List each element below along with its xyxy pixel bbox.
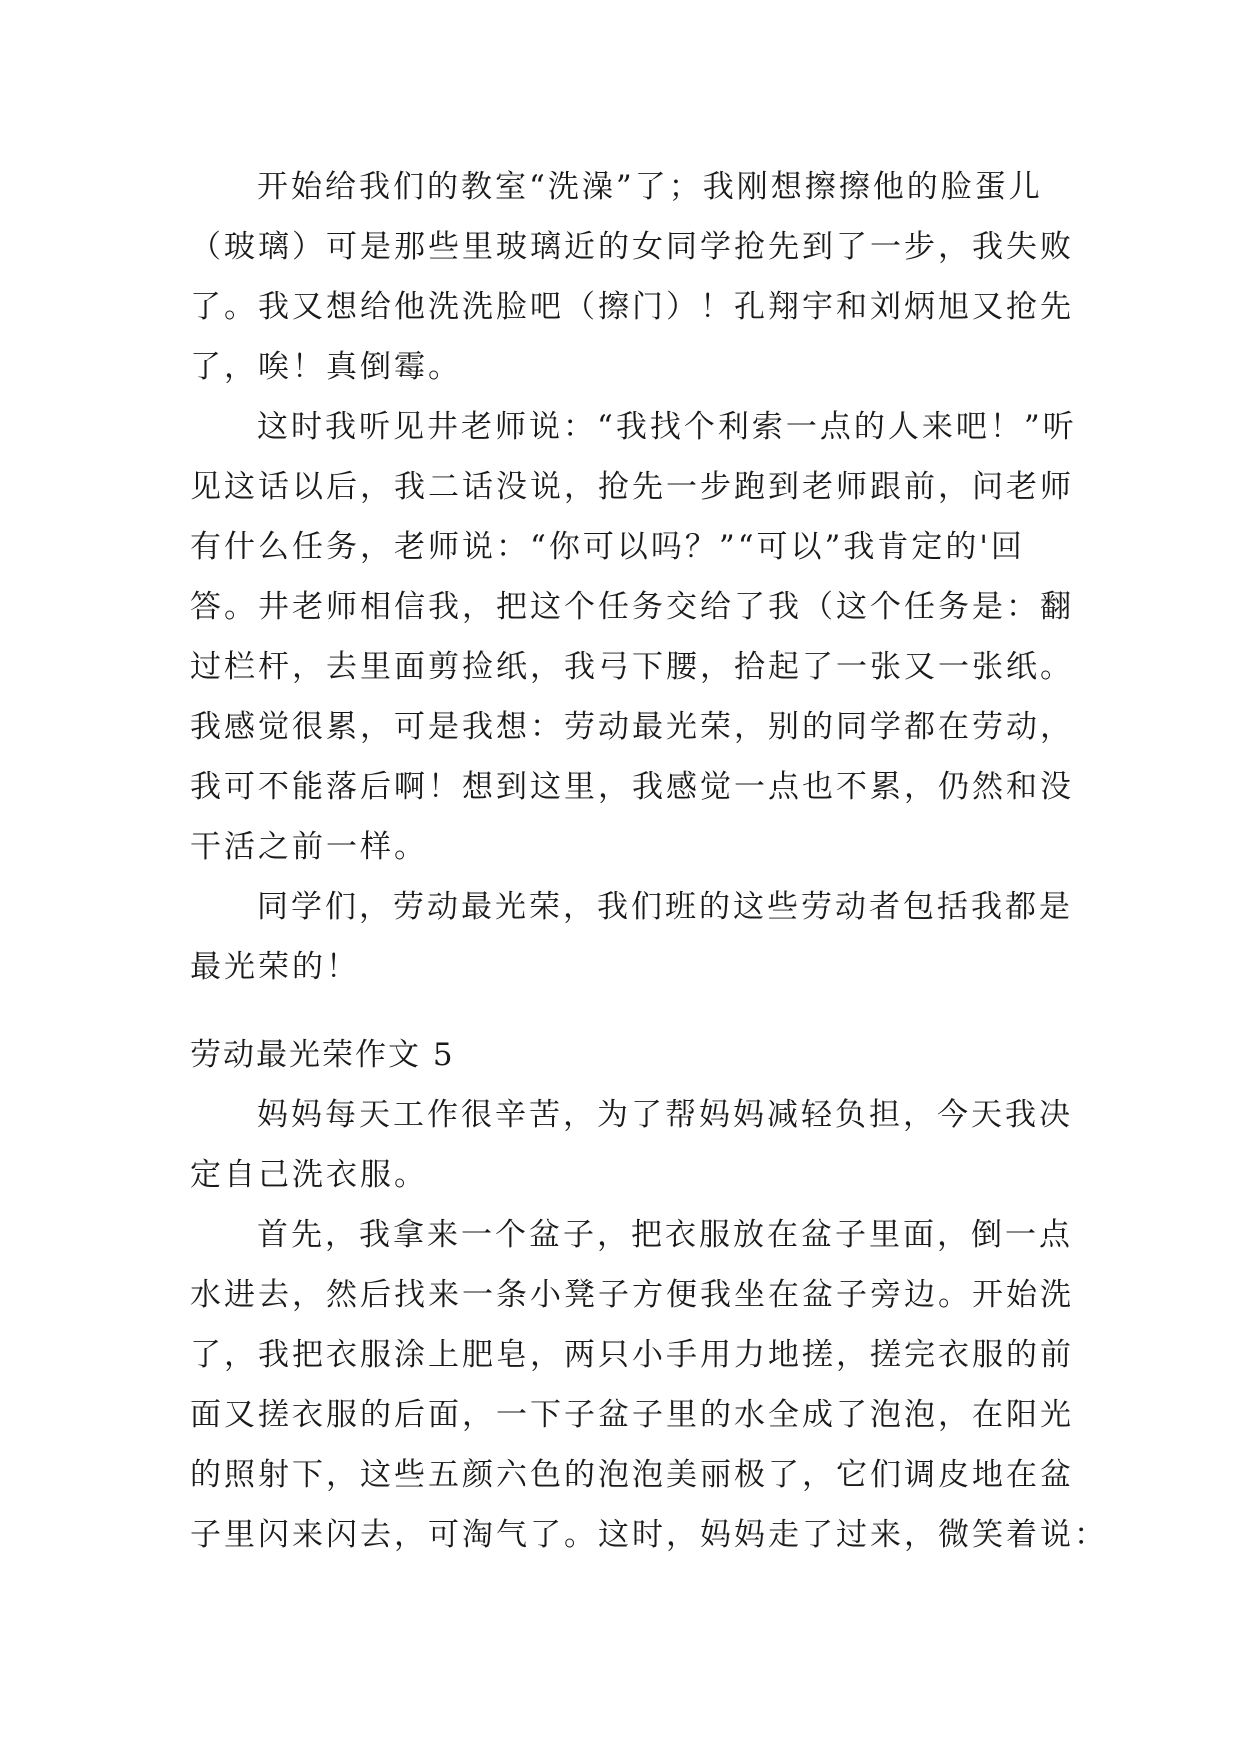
paragraph-line: 有什么任务，老师说：“你可以吗？”“可以”我肯定的'回 (190, 529, 1025, 565)
paragraph-line: （玻璃）可是那些里玻璃近的女同学抢先到了一步，我失败 (190, 229, 1074, 265)
paragraph-line: 面又搓衣服的后面，一下子盆子里的水全成了泡泡，在阳光 (190, 1397, 1074, 1433)
paragraph-line: 的照射下，这些五颜六色的泡泡美丽极了，它们调皮地在盆 (190, 1457, 1074, 1493)
paragraph-line: 了，我把衣服涂上肥皂，两只小手用力地搓，搓完衣服的前 (190, 1337, 1074, 1373)
paragraph-line: 了。我又想给他洗洗脸吧（擦门）！孔翔宇和刘炳旭又抢先 (190, 289, 1074, 325)
paragraph-line: 这时我听见井老师说：“我找个利索一点的人来吧！”听 (257, 409, 1077, 445)
paragraph-line: 干活之前一样。 (190, 829, 428, 865)
body-text-bottom (190, 1085, 1108, 1565)
section-title: 劳动最光荣作文 5 (190, 1037, 455, 1073)
paragraph-line: 答。井老师相信我，把这个任务交给了我（这个任务是：翻 (190, 589, 1074, 625)
paragraph-line: 了，唉！真倒霉。 (190, 349, 462, 385)
paragraph-line: 同学们，劳动最光荣，我们班的这些劳动者包括我都是 (257, 889, 1073, 925)
paragraph-line: 最光荣的！ (190, 949, 360, 985)
paragraph-line: 过栏杆，去里面剪捡纸，我弓下腰，拾起了一张又一张纸。 (190, 649, 1074, 685)
paragraph-line: 水进去，然后找来一条小凳子方便我坐在盆子旁边。开始洗 (190, 1277, 1074, 1313)
paragraph-line: 首先，我拿来一个盆子，把衣服放在盆子里面，倒一点 (257, 1217, 1073, 1253)
body-text-top (190, 157, 1077, 997)
paragraph-line: 开始给我们的教室“洗澡”了；我刚想擦擦他的脸蛋儿 (257, 169, 1043, 205)
paragraph-line: 我可不能落后啊！想到这里，我感觉一点也不累，仍然和没 (190, 769, 1074, 805)
paragraph-line: 定自己洗衣服。 (190, 1157, 428, 1193)
paragraph-line: 我感觉很累，可是我想：劳动最光荣，别的同学都在劳动， (190, 709, 1074, 745)
paragraph-line: 子里闪来闪去，可淘气了。这时，妈妈走了过来，微笑着说： (190, 1517, 1108, 1553)
paragraph-line: 见这话以后，我二话没说，抢先一步跑到老师跟前，问老师 (190, 469, 1074, 505)
paragraph-line: 妈妈每天工作很辛苦，为了帮妈妈减轻负担，今天我决 (257, 1097, 1073, 1133)
